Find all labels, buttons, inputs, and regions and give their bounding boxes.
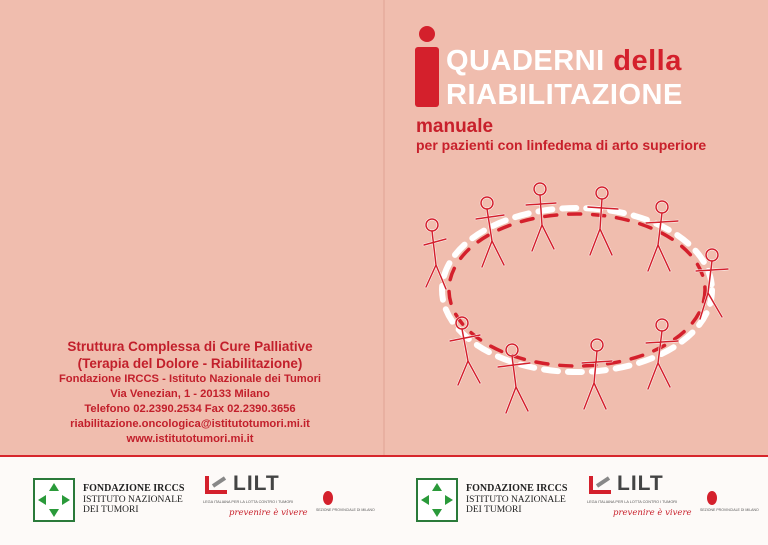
lilt-figure-icon <box>587 472 613 496</box>
title-line-1 <box>446 46 682 76</box>
seal-icon <box>706 490 718 506</box>
fondazione-logo-left <box>33 470 184 530</box>
email-link[interactable]: riabilitazione.oncologica@istitutotumori.mi.it <box>70 418 310 430</box>
lilt-logo-left <box>203 470 313 530</box>
institute-name: Fondazione IRCCS - Istituto Nazionale dei Tumori <box>58 373 322 385</box>
lilt-name: LILT <box>617 472 664 495</box>
fondazione-line2: ISTITUTO NAZIONALE <box>83 494 183 505</box>
fondazione-line3: DEI TUMORI <box>466 505 522 516</box>
lilt-full-name: LEGA ITALIANA PER LA LOTTA CONTRO I TUMORI <box>587 500 678 504</box>
sezione-logo-right <box>700 470 759 530</box>
seal-icon <box>322 490 334 506</box>
fondazione-line2: ISTITUTO NAZIONALE <box>466 494 566 505</box>
title-riabilitazione: RIABILITAZIONE <box>446 79 683 111</box>
dancing-figures-ring-illustration <box>412 175 742 443</box>
lilt-motto: prevenire è vivere <box>613 508 692 518</box>
lilt-full-name: LEGA ITALIANA PER LA LOTTA CONTRO I TUMORI <box>203 500 294 504</box>
sezione-logo-left <box>316 470 375 530</box>
address: Via Venezian, 1 - 20133 Milano <box>110 388 270 400</box>
fondazione-line1: FONDAZIONE IRCCS <box>83 483 185 495</box>
fondazione-arrows-icon <box>33 478 75 522</box>
cover-subtitle: per pazienti con linfedema di arto superiore <box>416 137 707 153</box>
fondazione-arrows-icon <box>416 478 458 522</box>
fondazione-line3: DEI TUMORI <box>83 505 139 516</box>
title-quaderni: QUADERNI <box>446 45 605 77</box>
phone-fax: Telefono 02.2390.2534 Fax 02.2390.3656 <box>84 403 296 415</box>
i-letter-logo-icon <box>412 25 442 107</box>
department-subname: (Terapia del Dolore - Riabilitazione) <box>77 356 303 371</box>
fondazione-logo-right <box>416 470 567 530</box>
lilt-motto: prevenire è vivere <box>229 508 308 518</box>
manuale-label: manuale <box>416 116 494 137</box>
lilt-section: SEZIONE PROVINCIALE DI MILANO <box>316 508 375 512</box>
back-cover-info <box>40 338 340 447</box>
website-link[interactable]: www.istitutotumori.mi.it <box>126 433 254 445</box>
spine-fold <box>383 0 385 455</box>
lilt-figure-icon <box>203 472 229 496</box>
lilt-name: LILT <box>233 472 280 495</box>
fondazione-line1: FONDAZIONE IRCCS <box>466 483 568 495</box>
lilt-section: SEZIONE PROVINCIALE DI MILANO <box>700 508 759 512</box>
lilt-logo-right <box>587 470 697 530</box>
title-della: della <box>613 45 682 77</box>
department-name: Struttura Complessa di Cure Palliative <box>67 339 313 354</box>
